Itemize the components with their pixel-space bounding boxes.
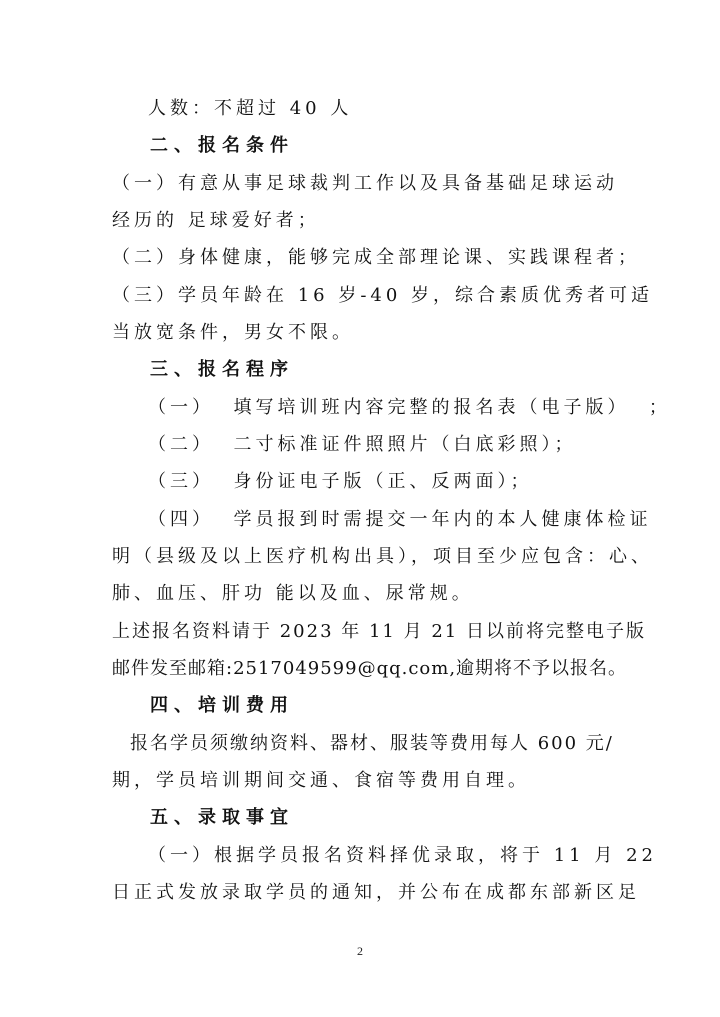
condition-1-line-1: （一）有意从事足球裁判工作以及具备基础足球运动 xyxy=(112,173,618,194)
procedure-4-line-3: 肺、血压、肝功 能以及血、尿常规。 xyxy=(112,583,474,604)
section-heading-registration-conditions: 二、报名条件 xyxy=(150,135,294,156)
section-heading-training-fees: 四、培训费用 xyxy=(150,695,294,716)
procedure-2-line: （二） 二寸标准证件照照片（白底彩照）； xyxy=(148,434,577,455)
condition-1-line-2: 经历的 足球爱好者； xyxy=(112,210,320,231)
procedure-3-line: （三） 身份证电子版（正、反两面）； xyxy=(148,471,533,492)
submission-deadline-line-2: 邮件发至邮箱:2517049599@qq.com,逾期将不予以报名。 xyxy=(112,658,628,679)
section-heading-registration-procedure: 三、报名程序 xyxy=(150,359,294,380)
page-number: 2 xyxy=(357,944,363,958)
procedure-4-line-1: （四） 学员报到时需提交一年内的本人健康体检证 xyxy=(148,509,652,530)
condition-2-line: （二）身体健康，能够完成全部理论课、实践课程者； xyxy=(112,247,640,268)
participant-count-line: 人数：不超过 40 人 xyxy=(148,98,353,119)
procedure-4-line-2: 明（县级及以上医疗机构出具），项目至少应包含：心、 xyxy=(112,546,653,567)
procedure-1-line: （一） 填写培训班内容完整的报名表（电子版） ； xyxy=(148,397,671,418)
admission-1-line-2: 日正式发放录取学员的通知，并公布在成都东部新区足 xyxy=(112,882,640,903)
admission-1-line-1: （一）根据学员报名资料择优录取，将于 11 月 22 xyxy=(148,845,657,866)
submission-deadline-line-1: 上述报名资料请于 2023 年 11 月 21 日以前将完整电子版 xyxy=(112,621,646,642)
condition-3-line-2: 当放宽条件，男女不限。 xyxy=(112,322,354,343)
fees-line-2: 期，学员培训期间交通、食宿等费用自理。 xyxy=(112,770,530,791)
section-heading-admission-matters: 五、录取事宜 xyxy=(150,807,294,828)
fees-line-1: 报名学员须缴纳资料、器材、服装等费用每人 600 元/ xyxy=(130,733,614,754)
condition-3-line-1: （三）学员年龄在 16 岁-40 岁，综合素质优秀者可适 xyxy=(112,285,654,306)
